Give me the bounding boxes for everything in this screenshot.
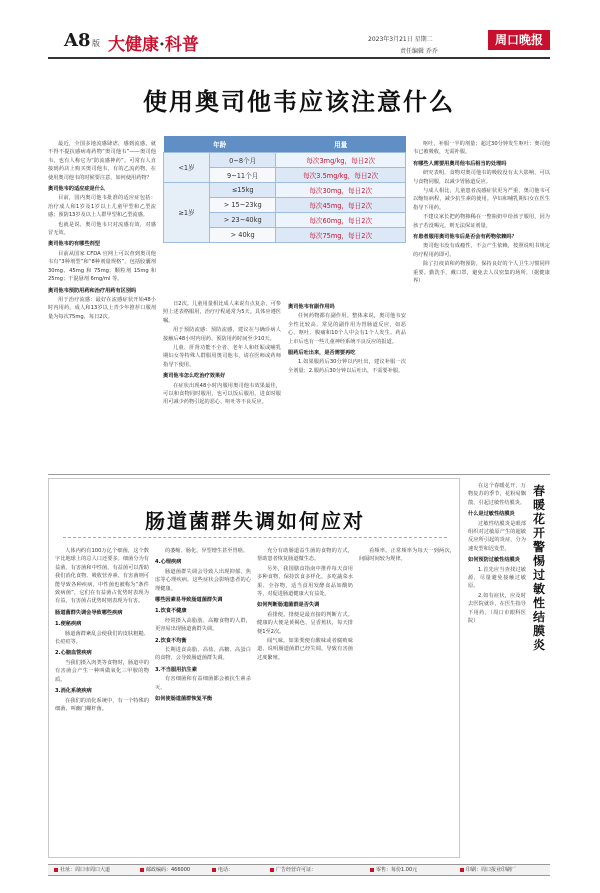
footer-text: 广告经营许可证： — [276, 867, 317, 873]
bottom-headline: 肠道菌群失调如何应对 — [145, 509, 365, 533]
side-column — [468, 482, 526, 854]
gut-article-box — [48, 478, 460, 858]
side-headline: 春暖花开 警惕过敏性结膜炎 — [532, 484, 545, 652]
subheading: 3.不当服用抗生素 — [155, 666, 197, 673]
subheading: 肠道菌群失调会导致哪些疾病 — [55, 609, 123, 616]
bullet-icon — [54, 868, 58, 872]
paragraph: 用于预防流感：预防流感，建议在与确诊病人接触后48小时内用药，预防用药时间至少10天。 — [163, 327, 281, 342]
paragraph: 2.如有症状，应及时去医院就诊，在医生指导下用药。（周口市眼科医院） — [468, 592, 526, 625]
subheading: 什么是过敏性结膜炎 — [468, 511, 515, 518]
paragraph: 的萎缩、肠化、异型增生甚至胃癌。 — [165, 548, 249, 554]
bottom-column-2 — [155, 547, 251, 855]
age-group-label: ≥1岁 — [164, 182, 210, 242]
section-divider — [48, 474, 550, 475]
subheading: 4.心理疾病 — [155, 559, 182, 566]
subheading: 1.饮食不健康 — [155, 608, 187, 615]
age-cell: > 23~40kg — [210, 212, 276, 227]
footer-text: 零售：每份1.00元 — [376, 867, 418, 873]
subheading: 如何判断肠道菌群是否失调 — [257, 602, 320, 609]
page-number-suffix: 版 — [92, 39, 100, 48]
top-headline: 使用奥司他韦应该注意什么 — [143, 87, 455, 116]
page-header — [0, 0, 600, 60]
section-name: 大健康 — [108, 35, 159, 55]
paragraph: 也就是说，奥司他韦只对流感有效，对感冒无效。 — [48, 221, 156, 237]
header-rule — [48, 57, 550, 59]
top-article — [48, 64, 550, 473]
paragraph: 日2次。儿童用量相比成人来说有点复杂，可参照上述表格服用，治疗疗程通常为5天。具体应遵医嘱。 — [163, 301, 281, 324]
paragraph: 闻气味。如果粪便有酸味或者腐败味道，说明肠道菌群已经失调，导致有害菌过度繁殖。 — [257, 638, 353, 661]
paragraph: 任何药物都有副作用。整体来说，奥司他韦安全性比较高，常见的副作用为胃肠道反应，如恶心、呕吐、腹痛和10个人中会有1个人发生。药品上市后也有一些儿童神经系统不良反应的报道。 — [288, 313, 406, 345]
paragraph: 肠道菌群失调会导致人出现抑郁、焦虑等心理疾病。这些症状会影响患者的心理健康。 — [155, 568, 251, 592]
bullet-icon — [140, 868, 144, 872]
subheading: 3.消化系统疾病 — [55, 688, 92, 695]
subheading: 奥司他韦的有哪些剂型 — [48, 241, 100, 248]
table-header-dose: 用量 — [276, 136, 406, 152]
subheading: 如何预防过敏性结膜炎 — [468, 557, 520, 564]
paragraph: 充分有助肠道益生菌的食物的方式，帮助患者恢复肠道微生态。 — [257, 548, 353, 563]
table-header-age: 年龄 — [164, 136, 276, 152]
footer-item — [270, 866, 316, 873]
section-title — [108, 30, 199, 55]
subheading: 奥司他韦有副作用吗 — [288, 304, 335, 310]
subheading: 奥司他韦预防用药和治疗用药有区别吗 — [48, 287, 137, 294]
paragraph: 长期进食高脂、高盐、高糖、高蛋白的食物，会导致肠道菌群失调。 — [155, 647, 251, 662]
section-dot: · — [159, 35, 165, 55]
bottom-column-1 — [55, 547, 149, 855]
dose-cell: 每次60mg，每日2次 — [276, 212, 406, 227]
footer-item — [460, 866, 516, 873]
page-number: A8 — [64, 30, 91, 51]
paragraph: 在这个春暖花开、万物复苏的季节，花粉易飘散，引起过敏性结膜炎。 — [468, 483, 526, 506]
top-column-3 — [288, 300, 406, 476]
bottom-article — [48, 478, 550, 858]
subheading: 2.心脑血管疾病 — [55, 650, 92, 657]
dose-cell: 每次3.5mg/kg，每日2次 — [276, 167, 406, 182]
paragraph: 在症状出现48小时内服用奥司他韦效果最佳，可以和食物同时服用，也可以饭后服用，进食时服用可减少药物引起的恶心、呕吐等不良反应。 — [163, 382, 281, 406]
age-cell: 9~11个月 — [210, 167, 276, 182]
paragraph: 看排便。排便是最直接的判断方式。健康的大便是黄褐色、呈香蕉状，每天排便1至2次。 — [257, 611, 353, 635]
bullet-icon — [460, 868, 464, 872]
footer-text: 邮政编码：466000 — [146, 867, 191, 873]
paragraph: 过敏性结膜炎是眼部组织对过敏原产生的超敏反应所引起的炎症，分为速发型和迟发型。 — [468, 520, 526, 552]
top-column-2 — [163, 300, 281, 476]
footer-text: 社址：周口市周口大道 — [60, 867, 111, 873]
paragraph: 奥司他韦没有成瘾性，不会产生依赖，按照说明书规定的疗程用药即可。 — [413, 243, 550, 258]
bottom-column-3 — [257, 547, 353, 855]
subheading: 如何使肠道菌群恢复平衡 — [155, 696, 213, 703]
subheading: 服药后吐出来，是否需要再吃 — [288, 350, 356, 357]
age-group-label: <1岁 — [164, 152, 210, 182]
issue-date: 2023年3月21日 星期二 — [368, 36, 433, 43]
subheading: 有患者服用奥司他韦后是否会有药物依赖吗？ — [413, 234, 517, 241]
newspaper-logo: 周口晚报 — [488, 30, 550, 50]
headline-rule — [63, 537, 447, 538]
age-cell: ≤15kg — [210, 182, 276, 197]
bullet-icon — [370, 868, 374, 872]
paragraph: 儿童、肝肾功能不全者、老年人和妊娠或哺乳期妇女等特殊人群服用奥司他韦，请在医师或药师指导下使用。 — [163, 345, 281, 368]
dose-cell: 每次30mg，每日2次 — [276, 182, 406, 197]
paragraph: 在我们的消化系统中，有一个特殊的细菌，叫幽门螺杆菌。 — [55, 697, 149, 712]
footer-text: 印刷：周口报业印刷厂 — [466, 867, 517, 873]
paragraph: 另外，我国膳食指南中推荐每天食用多种食物，保持饮食多样化，多吃蔬菜水果、全谷物，适当食用发酵食品如酸奶等，对促进肠道健康大有益处。 — [257, 565, 353, 598]
paragraph: 1.如果服药后30分钟以内吐出，建议补服一次全剂量；2.服药后30分钟以后吐出，不需要补服。 — [288, 359, 406, 374]
dose-cell: 每次45mg，每日2次 — [276, 197, 406, 212]
paragraph: 1.首先应当查找过敏源，尽量避免接触过敏原。 — [468, 566, 526, 590]
subheading: 2.饮食不均衡 — [155, 637, 187, 644]
table-row — [164, 182, 406, 197]
section-subname: 科普 — [164, 35, 199, 55]
subheading: 奥司他韦的适应症是什么 — [48, 186, 106, 193]
dosage-table — [163, 136, 406, 243]
paragraph: 看频率。正常频率为每天一到两次，间隔时间较为规律。 — [359, 548, 455, 563]
bottom-column-4 — [359, 547, 455, 855]
table-row — [164, 152, 406, 167]
paragraph: 除了打疫苗和药物预防，保持良好的个人卫生习惯同样重要。勤洗手，戴口罩，避免去人员密集的场所。（据健康界） — [413, 261, 550, 285]
footer-item — [140, 866, 190, 873]
age-cell: 0~8个月 — [210, 152, 276, 167]
paragraph: 与成人相比，儿童患者流感症状更为严重，奥司他韦可以缩短病程，减少抗生素的使用。孕妇和哺乳期妇女在医生指导下用药。 — [413, 188, 550, 211]
bullet-icon — [270, 868, 274, 872]
footer-item — [370, 866, 417, 873]
page-footer — [0, 864, 600, 878]
paragraph: 用于治疗流感：最好在流感症状开始48小时内用药。成人和13岁以上青少年推荐口服剂量为每次75mg，每日2次。 — [48, 296, 156, 320]
paragraph: 有害细菌和有益细菌都会被抗生素杀灭。 — [155, 676, 251, 691]
age-cell: > 40kg — [210, 227, 276, 242]
paragraph: 最近，全国多地流感肆虐，感到流感。就不得不提抗感病毒药物“奥司他韦”——奥司他韦，也有人称它为“防流感神药”。可常有人直接到药店上购买奥司他韦，有的乙流药物。在使用奥司他韦的时候要注意，如何使用药物？ — [48, 141, 156, 181]
top-column-1 — [48, 140, 156, 476]
paragraph: 研究表明，食物对奥司他韦的吸收没有太大影响，可以与食物同服，以减少胃肠道反应。 — [413, 170, 550, 185]
paragraph: 当我们摄入肉类等食物时，肠道中的有害菌会产生一种叫做氧化三甲胺的物质。 — [55, 659, 149, 683]
footer-item — [54, 866, 110, 873]
subheading: 奥司他韦怎么吃治疗效果好 — [163, 373, 226, 380]
footer-text: 电话： — [218, 867, 234, 873]
paragraph: 目前，国内奥司他韦批准的适应症包括：治疗成人和1岁及1岁以上儿童甲型和乙型流感；预防13岁及以上人群甲型和乙型流感。 — [48, 195, 156, 219]
subheading: 哪些因素易导致肠道菌群失调 — [155, 597, 223, 604]
subheading: 有哪些人需要用奥司他韦后相当的处理吗 — [413, 160, 507, 167]
paragraph: 目前从国家 CFDA 官网上可以查到奥司他韦有“3种剂型”和“8种剂量规格”，包括胶囊剂 30mg、45mg 和 75mg；颗粒剂 15mg 和 25mg；干混悬剂 6mg/ml 等。 — [48, 250, 156, 283]
top-column-4 — [413, 140, 550, 476]
paragraph: 不建议家长把药物掺稀在一整瓶奶中给孩子服用，因为孩子若没喝完，则无法保证剂量。 — [413, 214, 550, 229]
editor-credits: 责任编辑 乔乔 — [400, 48, 438, 55]
paragraph: 经常摄入高脂肪、高糖食物的人群，更容易出现肠道菌群失调。 — [155, 617, 251, 633]
paragraph: 人体内约有100万亿个细菌，这个数字比地球上的总人口还要多。细菌分为有益菌、有害菌和中性菌，有益菌可以帮助我们消化食物、吸收营养素、有害菌则可能导致各种疾病，中性菌也被称为“条件致病菌”，它们在有益菌占优势时表现为有益，有害菌占优势时则表现为有害。 — [55, 548, 149, 605]
side-article — [468, 478, 550, 858]
paragraph: 肠道菌群紊乱会使我们的皮肤粗糙、长痘痘等。 — [55, 630, 149, 646]
subheading: 1.便秘疾病 — [55, 621, 82, 628]
age-cell: > 15~23kg — [210, 197, 276, 212]
dose-cell: 每次3mg/kg，每日2次 — [276, 152, 406, 167]
bullet-icon — [212, 868, 216, 872]
footer-item — [212, 866, 233, 873]
paragraph: 呕吐，补服一半的剂量；超过30分钟发生呕吐：奥司他韦已被吸收，无需补服。 — [413, 141, 550, 156]
dose-cell: 每次75mg，每日2次 — [276, 227, 406, 242]
